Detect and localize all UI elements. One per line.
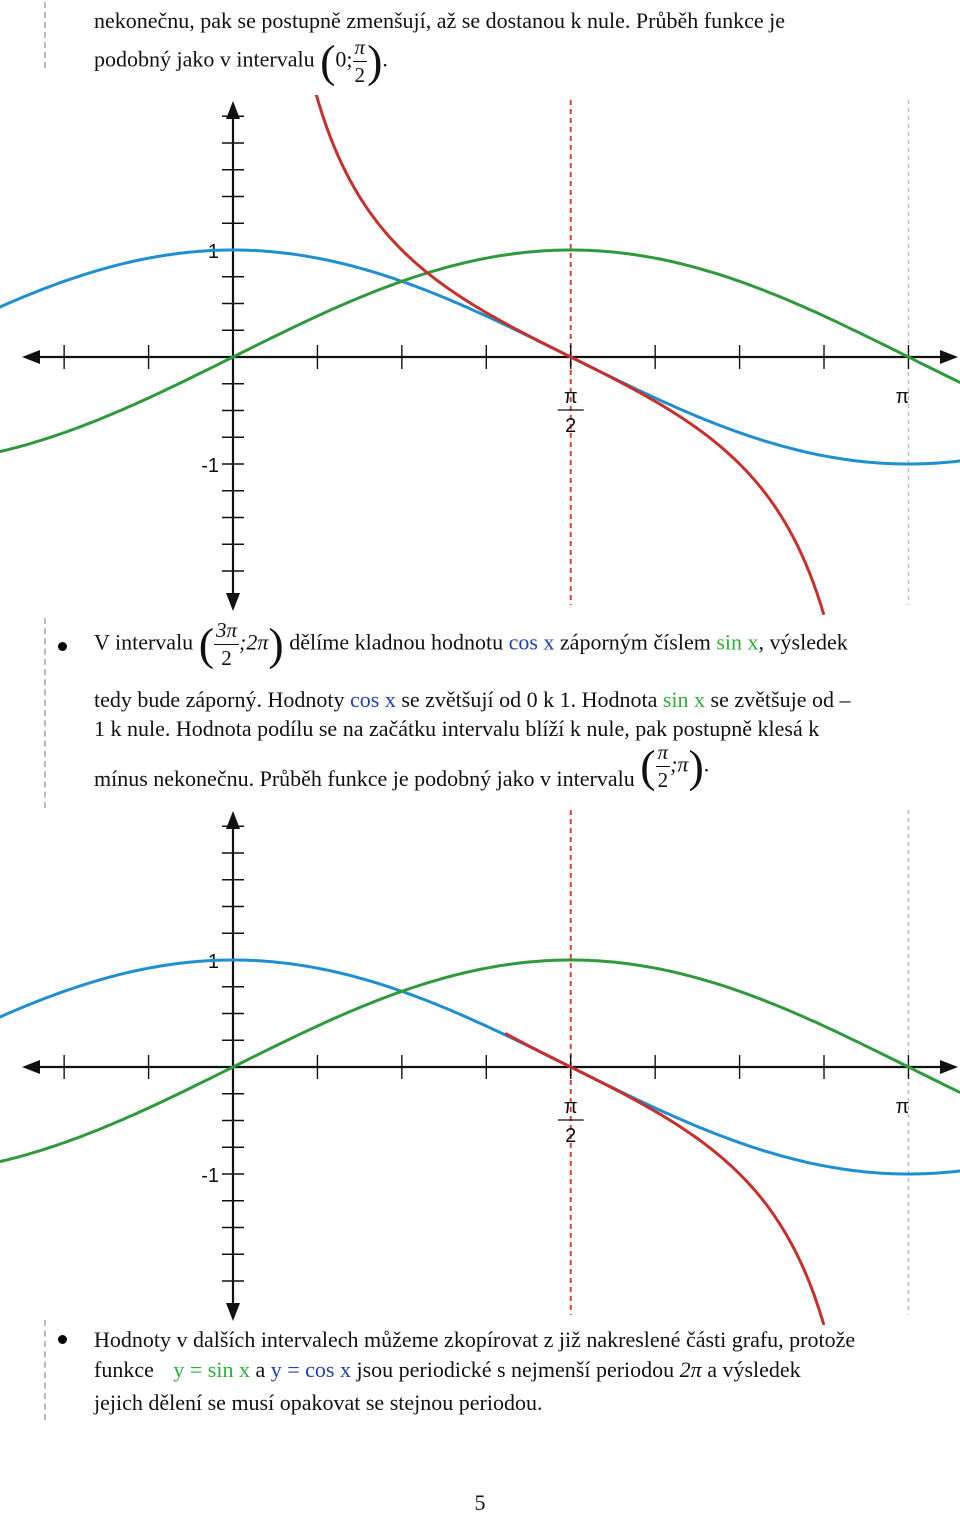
para3-line3: jejich dělení se musí opakovat se stejnou periodou. — [94, 1390, 543, 1415]
fraction-num: 3π — [214, 620, 239, 645]
y-tick-label-neg-1: -1 — [201, 455, 219, 477]
bullet-2 — [58, 1335, 67, 1344]
para2-line4-text: mínus nekonečnu. Průběh funkce je podobný jako v intervalu — [94, 765, 635, 791]
para2-line4 — [94, 742, 709, 791]
para3-line2-a: funkce — [94, 1357, 154, 1382]
paren-open: ( — [198, 618, 215, 670]
para2-text-b: záporným číslem — [559, 629, 711, 655]
x-axis-arrow-left — [22, 350, 40, 364]
end-punct: . — [703, 751, 710, 777]
top-text-line1: nekonečnu, pak se postupně zmenšují, až se dostanou k nule. Průběh funkce je — [94, 8, 785, 33]
fraction-den: 2 — [354, 63, 366, 87]
bullet-1 — [58, 642, 67, 651]
para3-line2 — [94, 1353, 801, 1386]
interval-start: 0; — [335, 46, 353, 72]
y-axis-arrow-down — [226, 593, 240, 611]
x-tick-label-half-pi-denominator: 2 — [565, 1125, 577, 1147]
para2-text-c: , výsledek — [758, 629, 848, 655]
para3-line2-b: a — [255, 1357, 266, 1382]
interval-end: ;2π — [239, 629, 269, 655]
graph-cot-first — [0, 95, 960, 615]
func-sin: y = sin x — [173, 1357, 250, 1382]
para3-line2-c: jsou periodické s nejmenší periodou — [356, 1357, 675, 1382]
margin-guide-mid — [44, 618, 46, 808]
interval-end: ;π — [670, 751, 689, 777]
para3-line2-d: a výsledek — [707, 1357, 801, 1382]
x-tick-label-half-pi-numerator: π — [563, 1096, 578, 1118]
paren-open: ( — [640, 740, 656, 792]
graph-cot-second — [0, 805, 960, 1325]
top-text-prefix: podobný jako v intervalu — [94, 46, 315, 72]
margin-guide-bottom — [44, 1320, 46, 1420]
para2-line2-a: tedy bude záporný. Hodnoty — [94, 687, 345, 712]
x-tick-label-pi: π — [895, 1096, 910, 1118]
y-axis-arrow-down — [226, 1303, 240, 1321]
end-punct: . — [382, 46, 388, 72]
fraction-num: π — [656, 742, 671, 767]
fraction-three-pi-half — [214, 620, 239, 669]
paren-open: ( — [320, 35, 336, 87]
cos-label: cos x — [508, 629, 555, 655]
sin-label: sin x — [662, 687, 706, 712]
paren-close: ) — [688, 740, 704, 792]
fraction-pi-half — [656, 742, 671, 791]
fraction-num: π — [353, 37, 368, 62]
para2-line2-c: se zvětšuje od – — [710, 687, 851, 712]
fraction-den: 2 — [221, 646, 232, 670]
paren-close: ) — [268, 618, 284, 670]
x-tick-label-half-pi-denominator: 2 — [565, 415, 577, 437]
para3-line1: Hodnoty v dalších intervalech můžeme zkopírovat z již nakreslené části grafu, protože — [94, 1327, 856, 1352]
fraction-pi-half — [353, 37, 368, 86]
quotient-curve-branch-1 — [506, 1034, 823, 1324]
period: 2π — [679, 1357, 702, 1382]
page-number: 5 — [474, 1490, 486, 1515]
x-axis-arrow-right — [940, 350, 958, 364]
x-axis-arrow-left — [22, 1060, 40, 1074]
y-tick-label-1: 1 — [207, 951, 219, 973]
para2-line3: 1 k nule. Hodnota podílu se na začátku intervalu blíží k nule, pak postupně klesá k — [94, 716, 820, 741]
fraction-den: 2 — [657, 768, 669, 792]
para2-prefix: V intervalu — [94, 629, 194, 655]
func-cos: y = cos x — [270, 1357, 351, 1382]
y-tick-label-1: 1 — [207, 241, 219, 263]
para2-line1 — [94, 620, 848, 669]
x-tick-label-half-pi-numerator: π — [563, 386, 578, 408]
cos-label: cos x — [350, 687, 396, 712]
y-tick-label-neg-1: -1 — [201, 1165, 219, 1187]
para2-text-a: dělíme kladnou hodnotu — [289, 629, 504, 655]
margin-guide-top — [44, 2, 46, 68]
top-text-line2 — [94, 37, 388, 86]
paren-close: ) — [367, 35, 383, 87]
sin-label: sin x — [716, 629, 759, 655]
para2-line2-b: se zvětšují od 0 k 1. Hodnota — [401, 687, 658, 712]
x-axis-arrow-right — [940, 1060, 958, 1074]
x-tick-label-pi: π — [895, 386, 910, 408]
